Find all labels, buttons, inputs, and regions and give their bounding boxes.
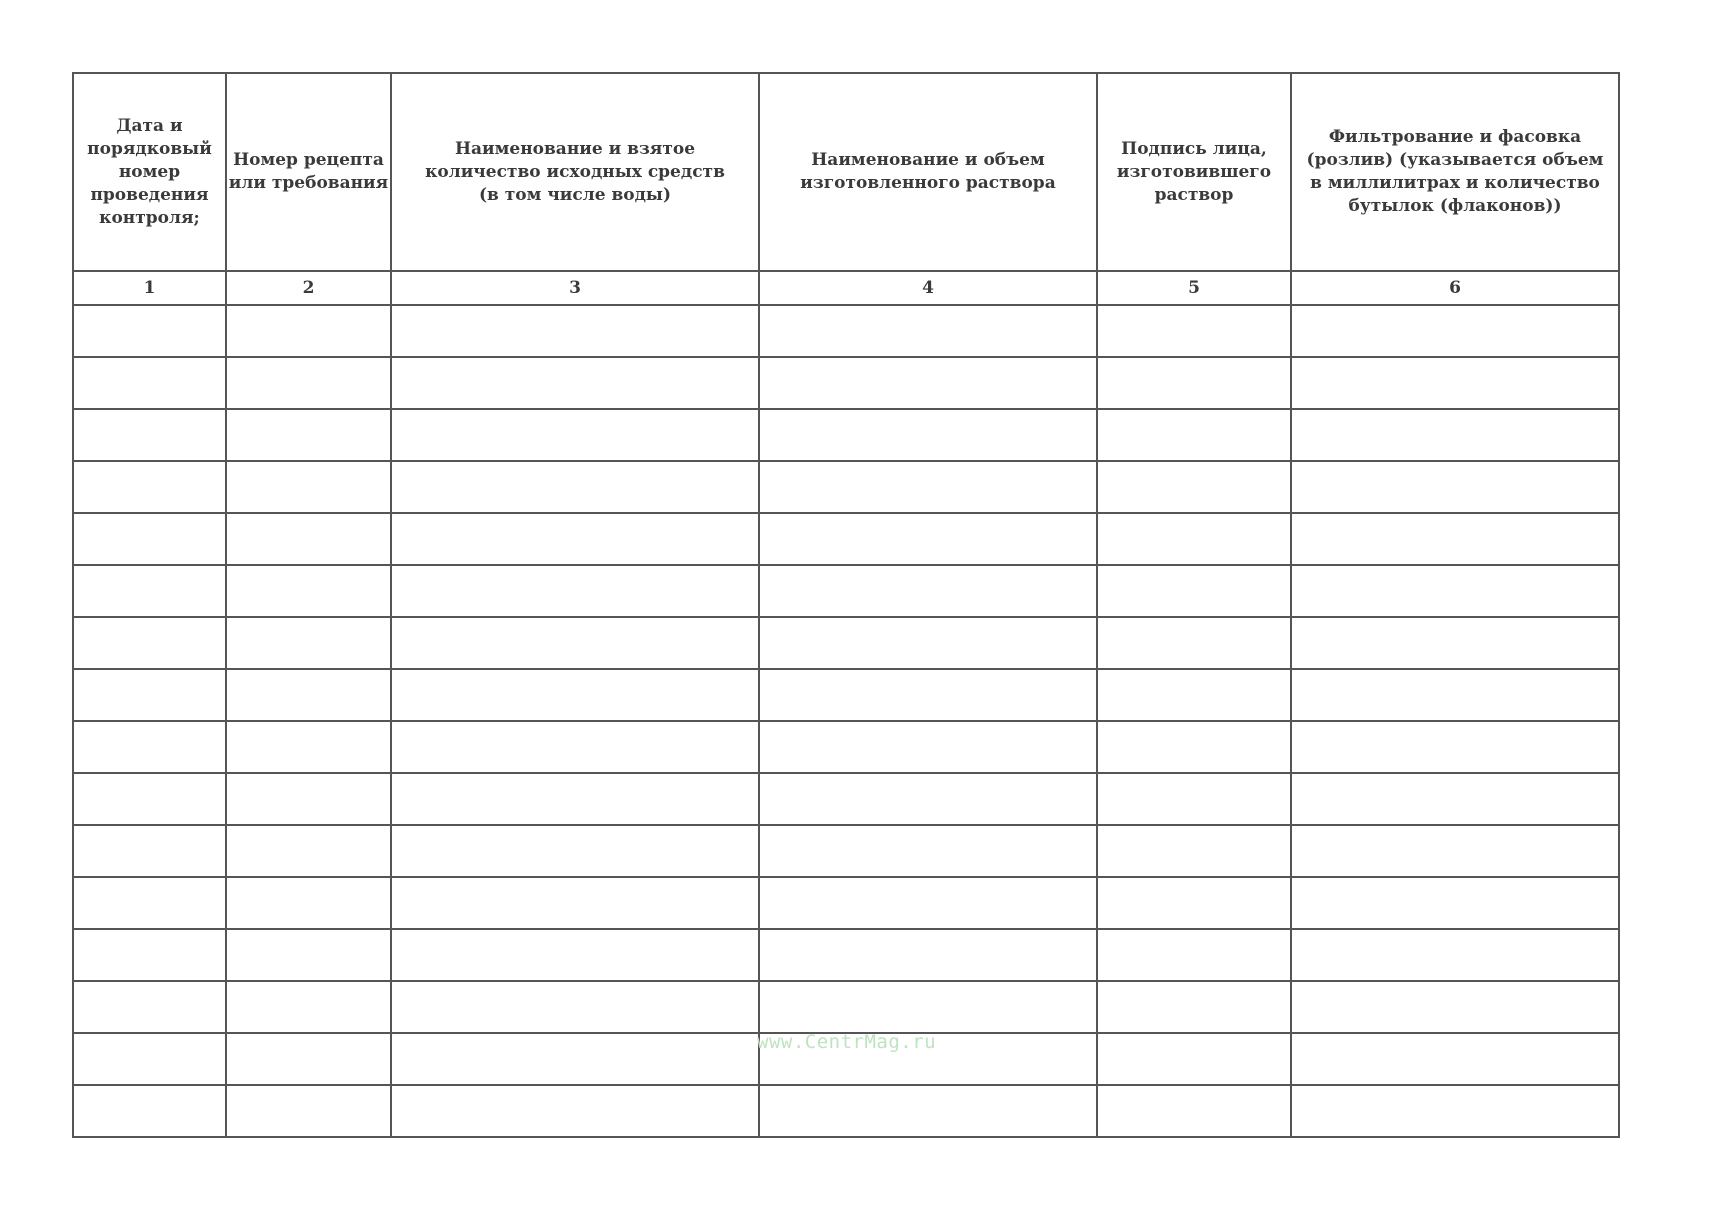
header-row [73,73,1619,271]
table-row [73,617,1619,669]
journal-body [73,305,1619,1137]
table-cell[interactable] [759,825,1097,877]
table-cell[interactable] [1097,669,1291,721]
column-number-row [73,271,1619,305]
table-cell[interactable] [1097,409,1291,461]
table-cell[interactable] [226,617,391,669]
table-cell[interactable] [759,565,1097,617]
table-cell[interactable] [73,981,226,1033]
table-cell[interactable] [759,513,1097,565]
table-cell[interactable] [1097,825,1291,877]
table-cell[interactable] [73,617,226,669]
table-cell[interactable] [1291,617,1619,669]
table-cell[interactable] [73,773,226,825]
table-cell[interactable] [391,409,759,461]
table-cell[interactable] [759,617,1097,669]
table-cell[interactable] [1291,409,1619,461]
table-cell[interactable] [391,357,759,409]
header-filtration-packaging: Фильтрование и фасовка (розлив) (указывается объем в миллилитрах и количество бутылок (флаконов)) [1291,73,1619,271]
table-cell[interactable] [391,981,759,1033]
table-cell[interactable] [391,669,759,721]
table-cell[interactable] [1097,1033,1291,1085]
table-cell[interactable] [226,1085,391,1137]
table-cell[interactable] [391,825,759,877]
table-cell[interactable] [1291,825,1619,877]
header-source-substances: Наименование и взятое количество исходных средств (в том числе воды) [391,73,759,271]
table-cell[interactable] [226,669,391,721]
column-number: 3 [391,271,759,305]
table-cell[interactable] [226,565,391,617]
table-cell[interactable] [226,305,391,357]
table-cell[interactable] [1097,357,1291,409]
table-cell[interactable] [1291,513,1619,565]
table-cell[interactable] [759,1085,1097,1137]
table-cell[interactable] [1291,721,1619,773]
table-cell[interactable] [391,513,759,565]
table-cell[interactable] [73,825,226,877]
table-cell[interactable] [759,357,1097,409]
table-cell[interactable] [73,1085,226,1137]
table-cell[interactable] [759,877,1097,929]
table-cell[interactable] [1097,617,1291,669]
table-row [73,773,1619,825]
table-cell[interactable] [1291,669,1619,721]
table-cell[interactable] [226,409,391,461]
table-cell[interactable] [1097,565,1291,617]
table-cell[interactable] [1291,461,1619,513]
table-cell[interactable] [1097,773,1291,825]
table-cell[interactable] [226,825,391,877]
watermark: www.CentrMag.ru [757,1031,937,1053]
table-cell[interactable] [73,721,226,773]
table-row [73,409,1619,461]
table-cell[interactable] [391,305,759,357]
table-cell[interactable] [1097,1085,1291,1137]
table-cell[interactable] [1097,721,1291,773]
table-row [73,929,1619,981]
table-cell[interactable] [391,929,759,981]
table-cell[interactable] [1097,461,1291,513]
table-cell[interactable] [1291,1033,1619,1085]
table-cell[interactable] [1291,565,1619,617]
table-cell[interactable] [1097,981,1291,1033]
table-cell[interactable] [759,773,1097,825]
table-cell[interactable] [226,461,391,513]
table-cell[interactable] [73,877,226,929]
header-solution-name-volume: Наименование и объем изготовленного раствора [759,73,1097,271]
table-cell[interactable] [73,409,226,461]
table-cell[interactable] [759,669,1097,721]
table-cell[interactable] [759,929,1097,981]
column-number: 2 [226,271,391,305]
table-cell[interactable] [226,721,391,773]
table-cell[interactable] [73,461,226,513]
table-cell[interactable] [73,513,226,565]
table-cell[interactable] [391,773,759,825]
journal-table [72,72,1620,1138]
table-cell[interactable] [1291,305,1619,357]
table-cell[interactable] [391,1033,759,1085]
table-cell[interactable] [226,357,391,409]
table-row [73,721,1619,773]
table-row [73,565,1619,617]
table-cell[interactable] [759,981,1097,1033]
table-row [73,981,1619,1033]
table-cell[interactable] [1291,357,1619,409]
table-cell[interactable] [226,981,391,1033]
table-cell[interactable] [1097,877,1291,929]
table-cell[interactable] [759,305,1097,357]
table-cell[interactable] [73,357,226,409]
column-number: 4 [759,271,1097,305]
table-cell[interactable] [759,409,1097,461]
table-cell[interactable] [391,721,759,773]
table-cell[interactable] [391,1085,759,1137]
table-cell[interactable] [1291,877,1619,929]
table-row [73,305,1619,357]
table-cell[interactable] [73,669,226,721]
table-cell[interactable] [391,461,759,513]
table-cell[interactable] [73,305,226,357]
table-row [73,1085,1619,1137]
table-cell[interactable] [1291,773,1619,825]
table-row [73,669,1619,721]
table-row [73,357,1619,409]
table-row [73,461,1619,513]
table-cell[interactable] [73,565,226,617]
column-number: 1 [73,271,226,305]
header-date-control-number: Дата и порядковый номер проведения контроля; [73,73,226,271]
table-cell[interactable] [1291,929,1619,981]
table-row [73,877,1619,929]
column-number: 6 [1291,271,1619,305]
table-cell[interactable] [226,929,391,981]
table-row [73,825,1619,877]
column-number: 5 [1097,271,1291,305]
table-cell[interactable] [1291,981,1619,1033]
header-prescription-number: Номер рецепта или требования [226,73,391,271]
table-cell[interactable] [1097,305,1291,357]
table-cell[interactable] [391,617,759,669]
table-cell[interactable] [1097,929,1291,981]
table-cell[interactable] [391,877,759,929]
table-cell[interactable] [226,513,391,565]
journal-sheet [72,72,1618,1138]
table-cell[interactable] [73,1033,226,1085]
table-row [73,513,1619,565]
table-cell[interactable] [226,773,391,825]
table-cell[interactable] [759,461,1097,513]
table-cell[interactable] [226,1033,391,1085]
table-cell[interactable] [1097,513,1291,565]
table-cell[interactable] [391,565,759,617]
table-cell[interactable] [1291,1085,1619,1137]
header-preparer-signature: Подпись лица, изготовившего раствор [1097,73,1291,271]
table-cell[interactable] [759,721,1097,773]
table-cell[interactable] [226,877,391,929]
table-cell[interactable] [73,929,226,981]
